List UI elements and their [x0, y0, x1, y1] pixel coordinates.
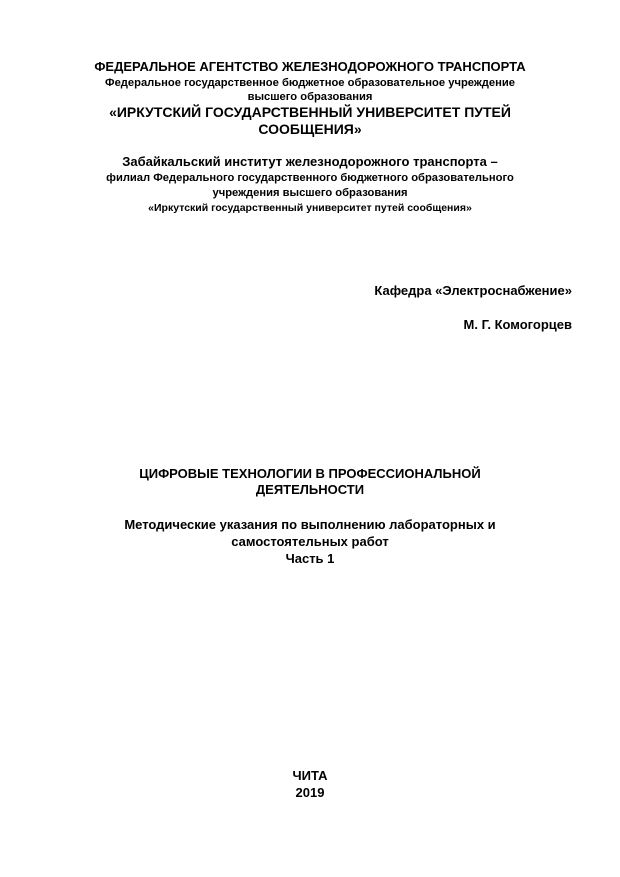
institution-type-line-2: высшего образования	[247, 91, 373, 103]
agency-name: ФЕДЕРАЛЬНОЕ АГЕНТСТВО ЖЕЛЕЗНОДОРОЖНОГО ТРАНСПОРТА	[94, 59, 526, 74]
branch-line-3: учреждения высшего образования	[212, 187, 408, 199]
institution-type-line-1: Федеральное государственное бюджетное образовательное учреждение	[105, 77, 515, 89]
branch-line-4: «Иркутский государственный университет путей сообщения»	[148, 202, 472, 214]
university-name-line-1: «ИРКУТСКИЙ ГОСУДАРСТВЕННЫЙ УНИВЕРСИТЕТ ПУТЕЙ	[109, 104, 511, 120]
subtitle-line-1: Методические указания по выполнению лабораторных и	[124, 517, 496, 532]
subtitle-line-2: самостоятельных работ	[231, 534, 389, 549]
document-title-line-2: ДЕЯТЕЛЬНОСТИ	[255, 482, 365, 497]
part-number: Часть 1	[285, 551, 335, 566]
author-name: М. Г. Комогорцев	[463, 317, 572, 332]
branch-line-1: Забайкальский институт железнодорожного транспорта –	[122, 154, 498, 169]
document-title-line-1: ЦИФРОВЫЕ ТЕХНОЛОГИИ В ПРОФЕССИОНАЛЬНОЙ	[139, 466, 481, 481]
university-name-line-2: СООБЩЕНИЯ»	[258, 121, 362, 137]
city: ЧИТА	[292, 768, 328, 783]
year: 2019	[295, 785, 325, 800]
branch-line-2: филиал Федерального государственного бюджетного образовательного	[106, 172, 514, 184]
department-name: Кафедра «Электроснабжение»	[374, 283, 572, 298]
